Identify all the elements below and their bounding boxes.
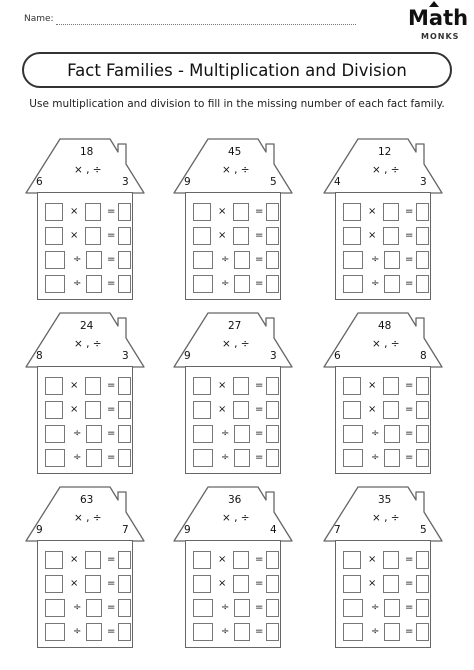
answer-box[interactable]: [384, 275, 400, 293]
equation-row: [336, 623, 432, 645]
answer-box[interactable]: [416, 599, 429, 617]
equation-row: [186, 623, 282, 645]
answer-box[interactable]: [266, 551, 279, 569]
equals-sign: =: [107, 404, 116, 415]
answer-box[interactable]: [384, 623, 400, 641]
equation-row: [186, 377, 282, 399]
equation-row: [38, 251, 134, 273]
answer-box[interactable]: [193, 401, 211, 419]
answer-box[interactable]: [416, 575, 429, 593]
fact-family-factor-left: 6: [36, 176, 43, 188]
equation-row: [186, 449, 282, 471]
answer-box[interactable]: [193, 449, 213, 467]
answer-box[interactable]: [383, 401, 399, 419]
multiply-sign: ×: [218, 404, 227, 415]
fact-family-product: 18: [80, 146, 94, 158]
fact-family-factor-left: 9: [36, 524, 43, 536]
house-body: [37, 192, 133, 300]
answer-box[interactable]: [45, 575, 63, 593]
divide-sign: ÷: [371, 452, 380, 463]
fact-family-factor-right: 3: [122, 176, 129, 188]
equals-sign: =: [405, 404, 414, 415]
multiply-sign: ×: [368, 230, 377, 241]
answer-box[interactable]: [343, 575, 361, 593]
equation-row: [186, 551, 282, 573]
multiply-sign: ×: [218, 206, 227, 217]
answer-box[interactable]: [118, 203, 131, 221]
answer-box[interactable]: [193, 227, 211, 245]
equation-row: [38, 425, 134, 447]
answer-box[interactable]: [234, 275, 250, 293]
equals-sign: =: [405, 428, 414, 439]
answer-box[interactable]: [266, 227, 279, 245]
answer-box[interactable]: [45, 551, 63, 569]
answer-box[interactable]: [85, 401, 101, 419]
answer-box[interactable]: [45, 449, 65, 467]
answer-box[interactable]: [234, 251, 250, 269]
answer-box[interactable]: [45, 599, 65, 617]
answer-box[interactable]: [118, 575, 131, 593]
answer-box[interactable]: [85, 227, 101, 245]
answer-box[interactable]: [266, 599, 279, 617]
answer-box[interactable]: [416, 275, 429, 293]
equals-sign: =: [255, 404, 264, 415]
answer-box[interactable]: [45, 425, 65, 443]
house-body: [37, 540, 133, 648]
equation-row: [186, 227, 282, 249]
fact-family-factor-right: 4: [270, 524, 277, 536]
fact-family-factor-left: 9: [184, 176, 191, 188]
answer-box[interactable]: [266, 575, 279, 593]
answer-box[interactable]: [343, 599, 363, 617]
answer-box[interactable]: [343, 377, 361, 395]
fact-family-operators: × , ÷: [222, 164, 250, 176]
equation-row: [38, 227, 134, 249]
answer-box[interactable]: [383, 377, 399, 395]
equals-sign: =: [107, 578, 116, 589]
answer-box[interactable]: [343, 251, 363, 269]
answer-box[interactable]: [343, 275, 363, 293]
divide-sign: ÷: [221, 254, 230, 265]
answer-box[interactable]: [384, 251, 400, 269]
house-body: [335, 540, 431, 648]
multiply-sign: ×: [70, 380, 79, 391]
fact-family-product: 45: [228, 146, 242, 158]
answer-box[interactable]: [118, 425, 131, 443]
answer-box[interactable]: [233, 575, 249, 593]
fact-family-operators: × , ÷: [372, 512, 400, 524]
house-body: [335, 366, 431, 474]
equation-row: [186, 251, 282, 273]
answer-box[interactable]: [45, 203, 63, 221]
answer-box[interactable]: [233, 551, 249, 569]
fact-family-house: [172, 484, 294, 650]
equals-sign: =: [255, 452, 264, 463]
fact-family-product: 48: [378, 320, 392, 332]
equals-sign: =: [255, 278, 264, 289]
equals-sign: =: [405, 380, 414, 391]
divide-sign: ÷: [221, 278, 230, 289]
equation-row: [186, 599, 282, 621]
answer-box[interactable]: [233, 401, 249, 419]
equation-row: [336, 551, 432, 573]
equation-row: [38, 623, 134, 645]
answer-box[interactable]: [193, 599, 213, 617]
equation-row: [336, 203, 432, 225]
divide-sign: ÷: [371, 278, 380, 289]
answer-box[interactable]: [383, 551, 399, 569]
answer-box[interactable]: [193, 203, 211, 221]
fact-family-house: [322, 136, 444, 302]
fact-family-factor-right: 8: [420, 350, 427, 362]
divide-sign: ÷: [221, 602, 230, 613]
answer-box[interactable]: [45, 401, 63, 419]
multiply-sign: ×: [368, 380, 377, 391]
answer-box[interactable]: [45, 275, 65, 293]
answer-box[interactable]: [384, 449, 400, 467]
equation-row: [38, 599, 134, 621]
answer-box[interactable]: [234, 449, 250, 467]
answer-box[interactable]: [416, 377, 429, 395]
multiply-sign: ×: [70, 230, 79, 241]
fact-family-house: [322, 484, 444, 650]
answer-box[interactable]: [343, 401, 361, 419]
equation-row: [336, 401, 432, 423]
answer-box[interactable]: [383, 203, 399, 221]
multiply-sign: ×: [368, 554, 377, 565]
answer-box[interactable]: [416, 401, 429, 419]
equals-sign: =: [405, 254, 414, 265]
multiply-sign: ×: [368, 404, 377, 415]
divide-sign: ÷: [221, 626, 230, 637]
equation-row: [38, 275, 134, 297]
fact-family-operators: × , ÷: [372, 338, 400, 350]
answer-box[interactable]: [383, 227, 399, 245]
fact-family-house: [24, 136, 146, 302]
equation-row: [336, 275, 432, 297]
equals-sign: =: [107, 602, 116, 613]
answer-box[interactable]: [118, 227, 131, 245]
equals-sign: =: [255, 578, 264, 589]
fact-family-operators: × , ÷: [372, 164, 400, 176]
divide-sign: ÷: [371, 428, 380, 439]
answer-box[interactable]: [193, 623, 213, 641]
answer-box[interactable]: [343, 449, 363, 467]
multiply-sign: ×: [218, 380, 227, 391]
equation-row: [336, 251, 432, 273]
equation-row: [336, 575, 432, 597]
instructions: Use multiplication and division to fill in the missing number of each fact family.: [29, 98, 445, 110]
answer-box[interactable]: [343, 203, 361, 221]
equals-sign: =: [107, 206, 116, 217]
answer-box[interactable]: [86, 449, 102, 467]
answer-box[interactable]: [234, 599, 250, 617]
answer-box[interactable]: [118, 551, 131, 569]
equation-row: [38, 401, 134, 423]
answer-box[interactable]: [193, 377, 211, 395]
answer-box[interactable]: [384, 425, 400, 443]
equals-sign: =: [255, 428, 264, 439]
fact-family-product: 35: [378, 494, 392, 506]
answer-box[interactable]: [416, 449, 429, 467]
fact-family-house: [24, 310, 146, 476]
fact-family-house: [24, 484, 146, 650]
fact-family-factor-right: 5: [270, 176, 277, 188]
fact-family-product: 24: [80, 320, 94, 332]
answer-box[interactable]: [416, 203, 429, 221]
fact-family-factor-left: 7: [334, 524, 341, 536]
divide-sign: ÷: [73, 278, 82, 289]
answer-box[interactable]: [86, 623, 102, 641]
fact-family-factor-left: 9: [184, 524, 191, 536]
answer-box[interactable]: [193, 551, 211, 569]
fact-family-factor-left: 9: [184, 350, 191, 362]
answer-box[interactable]: [416, 551, 429, 569]
divide-sign: ÷: [371, 602, 380, 613]
fact-family-operators: × , ÷: [222, 512, 250, 524]
multiply-sign: ×: [70, 404, 79, 415]
answer-box[interactable]: [85, 551, 101, 569]
equals-sign: =: [255, 230, 264, 241]
answer-box[interactable]: [416, 623, 429, 641]
equals-sign: =: [405, 602, 414, 613]
fact-family-factor-left: 4: [334, 176, 341, 188]
answer-box[interactable]: [86, 251, 102, 269]
answer-box[interactable]: [118, 599, 131, 617]
answer-box[interactable]: [45, 251, 65, 269]
answer-box[interactable]: [266, 275, 279, 293]
divide-sign: ÷: [73, 602, 82, 613]
answer-box[interactable]: [45, 377, 63, 395]
divide-sign: ÷: [73, 626, 82, 637]
equation-row: [38, 203, 134, 225]
multiply-sign: ×: [218, 578, 227, 589]
house-body: [185, 540, 281, 648]
equals-sign: =: [255, 254, 264, 265]
equation-row: [336, 227, 432, 249]
fact-family-factor-right: 3: [122, 350, 129, 362]
equals-sign: =: [255, 554, 264, 565]
answer-box[interactable]: [118, 377, 131, 395]
answer-box[interactable]: [233, 227, 249, 245]
equals-sign: =: [107, 230, 116, 241]
equation-row: [336, 377, 432, 399]
equation-row: [38, 449, 134, 471]
answer-box[interactable]: [384, 599, 400, 617]
divide-sign: ÷: [221, 452, 230, 463]
equals-sign: =: [107, 452, 116, 463]
name-line[interactable]: [56, 24, 356, 25]
answer-box[interactable]: [266, 623, 279, 641]
multiply-sign: ×: [70, 578, 79, 589]
answer-box[interactable]: [118, 275, 131, 293]
fact-family-factor-left: 8: [36, 350, 43, 362]
fact-family-product: 36: [228, 494, 242, 506]
math-monks-logo: [408, 6, 469, 46]
fact-family-house: [172, 310, 294, 476]
logo-main-text: Math: [408, 6, 469, 30]
equals-sign: =: [405, 554, 414, 565]
answer-box[interactable]: [85, 377, 101, 395]
house-body: [185, 366, 281, 474]
fact-family-product: 63: [80, 494, 94, 506]
answer-box[interactable]: [383, 575, 399, 593]
equals-sign: =: [405, 578, 414, 589]
equals-sign: =: [107, 554, 116, 565]
fact-family-product: 12: [378, 146, 392, 158]
equation-row: [186, 401, 282, 423]
answer-box[interactable]: [234, 425, 250, 443]
fact-family-product: 27: [228, 320, 242, 332]
divide-sign: ÷: [73, 254, 82, 265]
answer-box[interactable]: [416, 425, 429, 443]
equals-sign: =: [405, 278, 414, 289]
fact-family-operators: × , ÷: [74, 164, 102, 176]
equation-row: [336, 425, 432, 447]
multiply-sign: ×: [218, 230, 227, 241]
answer-box[interactable]: [85, 203, 101, 221]
equation-row: [186, 425, 282, 447]
answer-box[interactable]: [416, 227, 429, 245]
answer-box[interactable]: [193, 251, 213, 269]
equals-sign: =: [255, 626, 264, 637]
house-body: [185, 192, 281, 300]
equals-sign: =: [107, 254, 116, 265]
equals-sign: =: [107, 626, 116, 637]
answer-box[interactable]: [266, 401, 279, 419]
equals-sign: =: [107, 278, 116, 289]
equation-row: [38, 377, 134, 399]
equation-row: [186, 203, 282, 225]
multiply-sign: ×: [70, 554, 79, 565]
divide-sign: ÷: [371, 626, 380, 637]
answer-box[interactable]: [266, 251, 279, 269]
fact-family-factor-right: 3: [270, 350, 277, 362]
fact-family-house: [322, 310, 444, 476]
fact-family-factor-left: 6: [334, 350, 341, 362]
equation-row: [336, 449, 432, 471]
logo-sub-text: MONKS: [421, 32, 460, 41]
multiply-sign: ×: [70, 206, 79, 217]
answer-box[interactable]: [86, 599, 102, 617]
answer-box[interactable]: [118, 251, 131, 269]
equation-row: [38, 575, 134, 597]
multiply-sign: ×: [368, 206, 377, 217]
fact-family-factor-right: 3: [420, 176, 427, 188]
answer-box[interactable]: [266, 425, 279, 443]
multiply-sign: ×: [368, 578, 377, 589]
fact-family-house: [172, 136, 294, 302]
equals-sign: =: [405, 230, 414, 241]
name-label: Name:: [24, 14, 54, 24]
house-body: [335, 192, 431, 300]
answer-box[interactable]: [343, 551, 361, 569]
title-box: [22, 52, 452, 88]
answer-box[interactable]: [45, 623, 65, 641]
answer-box[interactable]: [118, 623, 131, 641]
equals-sign: =: [255, 380, 264, 391]
equation-row: [186, 575, 282, 597]
equals-sign: =: [107, 428, 116, 439]
multiply-sign: ×: [218, 554, 227, 565]
page-title: Fact Families - Multiplication and Division: [67, 60, 407, 80]
answer-box[interactable]: [118, 401, 131, 419]
answer-box[interactable]: [86, 275, 102, 293]
fact-family-factor-right: 5: [420, 524, 427, 536]
equals-sign: =: [405, 206, 414, 217]
fact-family-operators: × , ÷: [74, 512, 102, 524]
equation-row: [186, 275, 282, 297]
answer-box[interactable]: [266, 377, 279, 395]
answer-box[interactable]: [193, 575, 211, 593]
answer-box[interactable]: [416, 251, 429, 269]
answer-box[interactable]: [233, 203, 249, 221]
divide-sign: ÷: [221, 428, 230, 439]
answer-box[interactable]: [118, 449, 131, 467]
equals-sign: =: [405, 452, 414, 463]
answer-box[interactable]: [233, 377, 249, 395]
fact-family-factor-right: 7: [122, 524, 129, 536]
answer-box[interactable]: [85, 575, 101, 593]
answer-box[interactable]: [266, 203, 279, 221]
divide-sign: ÷: [73, 452, 82, 463]
equals-sign: =: [405, 626, 414, 637]
answer-box[interactable]: [193, 275, 213, 293]
equals-sign: =: [255, 602, 264, 613]
divide-sign: ÷: [371, 254, 380, 265]
house-body: [37, 366, 133, 474]
answer-box[interactable]: [234, 623, 250, 641]
equals-sign: =: [255, 206, 264, 217]
divide-sign: ÷: [73, 428, 82, 439]
fact-family-operators: × , ÷: [74, 338, 102, 350]
equation-row: [336, 599, 432, 621]
answer-box[interactable]: [343, 623, 363, 641]
answer-box[interactable]: [193, 425, 213, 443]
answer-box[interactable]: [343, 425, 363, 443]
answer-box[interactable]: [45, 227, 63, 245]
equation-row: [38, 551, 134, 573]
fact-family-operators: × , ÷: [222, 338, 250, 350]
equals-sign: =: [107, 380, 116, 391]
answer-box[interactable]: [86, 425, 102, 443]
answer-box[interactable]: [266, 449, 279, 467]
answer-box[interactable]: [343, 227, 361, 245]
